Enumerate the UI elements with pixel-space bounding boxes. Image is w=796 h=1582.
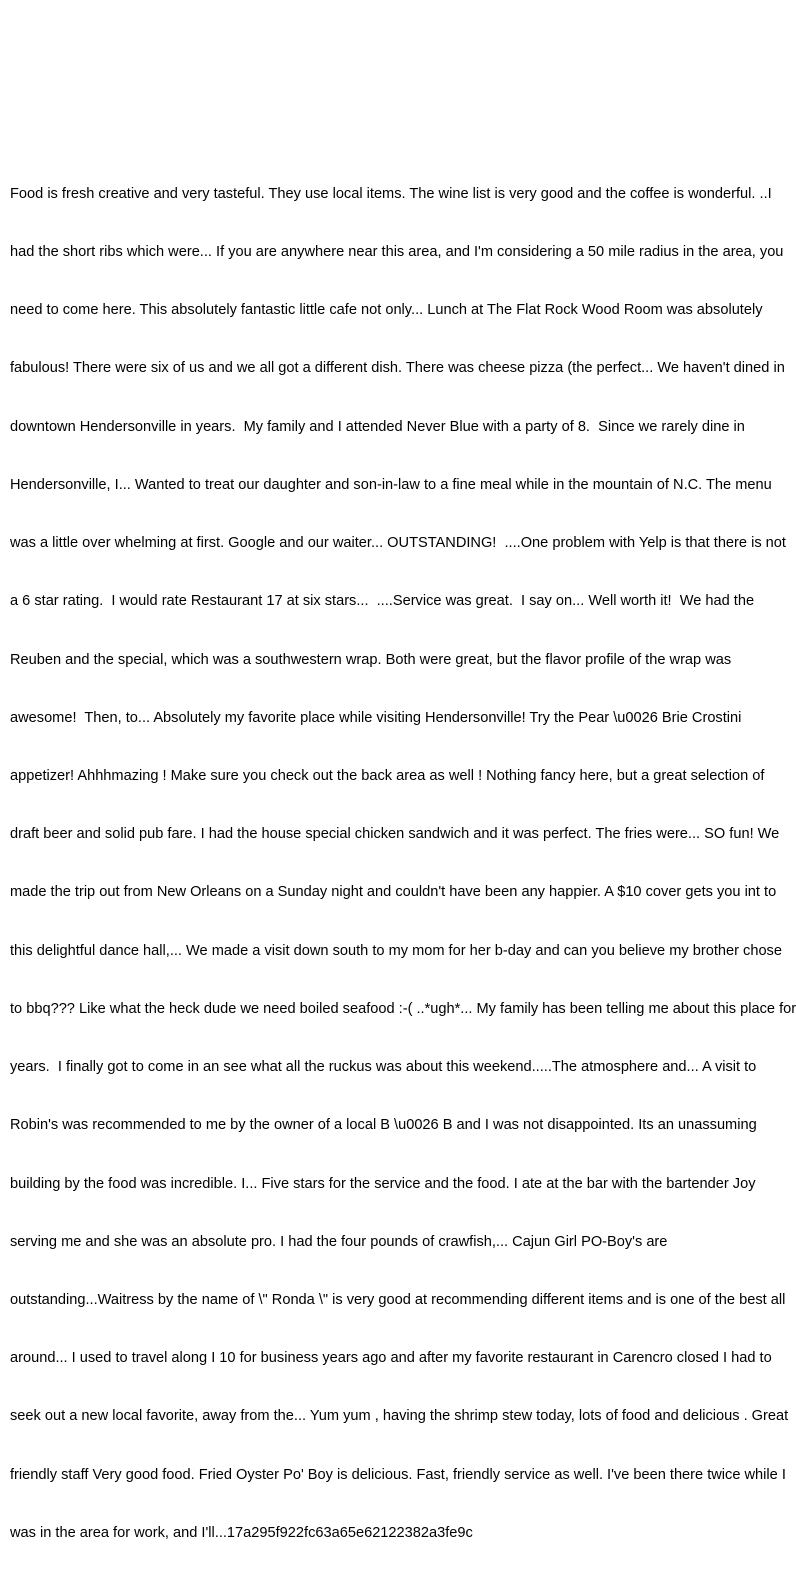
text-line: this delightful dance hall,... We made a visit down south to my mom for her b-day and can you believe my brother chose (10, 942, 782, 959)
text-line: fabulous! There were six of us and we all got a different dish. There was cheese pizza (the perfect... We haven't dined in (10, 360, 785, 377)
text-line: Reuben and the special, which was a southwestern wrap. Both were great, but the flavor profile of the wrap was (10, 651, 732, 668)
text-line: was in the area for work, and I'll...17a295f922fc63a65e62122382a3fe9c (10, 1524, 473, 1541)
text-line: years. I finally got to come in an see what all the ruckus was about this weekend.....The atmosphere and... A visit to (10, 1059, 757, 1076)
text-line: outstanding...Waitress by the name of \" Ronda \" is very good at recommending different items and is one of the best all (10, 1291, 786, 1308)
text-line: Hendersonville, I... Wanted to treat our daughter and son-in-law to a fine meal while in the mountain of N.C. The menu (10, 476, 772, 493)
text-line: a 6 star rating. I would rate Restaurant 17 at six stars... ....Service was great. I say on... Well worth it! We had the (10, 593, 755, 610)
text-line: Food is fresh creative and very tasteful. They use local items. The wine list is very good and the coffee is wonderful. ..I (10, 185, 772, 202)
text-line: downtown Hendersonville in years. My family and I attended Never Blue with a party of 8. Since we rarely dine in (10, 418, 745, 435)
text-line: draft beer and solid pub fare. I had the house special chicken sandwich and it was perfect. The fries were... SO fun! We (10, 826, 780, 843)
text-line: had the short ribs which were... If you are anywhere near this area, and I'm considering a 50 mile radius in the area, you (10, 244, 784, 261)
text-line: was a little over whelming at first. Google and our waiter... OUTSTANDING! ....One problem with Yelp is that there is not (10, 535, 786, 552)
review-text-block (10, 146, 796, 1582)
text-line: seek out a new local favorite, away from the... Yum yum , having the shrimp stew today, lots of food and delicious . Great (10, 1408, 789, 1425)
text-line: Robin's was recommended to me by the owner of a local B \u0026 B and I was not disappointed. Its an unassuming (10, 1117, 757, 1134)
text-line: awesome! Then, to... Absolutely my favorite place while visiting Hendersonville! Try the Pear \u0026 Brie Crostini (10, 709, 742, 726)
text-line: building by the food was incredible. I... Five stars for the service and the food. I ate at the bar with the bartender Joy (10, 1175, 756, 1192)
text-line: made the trip out from New Orleans on a Sunday night and couldn't have been any happier. A $10 cover gets you int to (10, 884, 777, 901)
text-line: serving me and she was an absolute pro. I had the four pounds of crawfish,... Cajun Girl PO-Boy's are (10, 1233, 668, 1250)
text-line: to bbq??? Like what the heck dude we need boiled seafood :-( ..*ugh*... My family has been telling me about this place for (10, 1000, 796, 1017)
text-line: around... I used to travel along I 10 for business years ago and after my favorite restaurant in Carencro closed I had to (10, 1350, 772, 1367)
text-line: need to come here. This absolutely fantastic little cafe not only... Lunch at The Flat Rock Wood Room was absolutely (10, 302, 763, 319)
text-line: appetizer! Ahhhmazing ! Make sure you check out the back area as well ! Nothing fancy here, but a great selection of (10, 768, 765, 784)
text-line: friendly staff Very good food. Fried Oyster Po' Boy is delicious. Fast, friendly service as well. I've been there twice while I (10, 1466, 786, 1483)
